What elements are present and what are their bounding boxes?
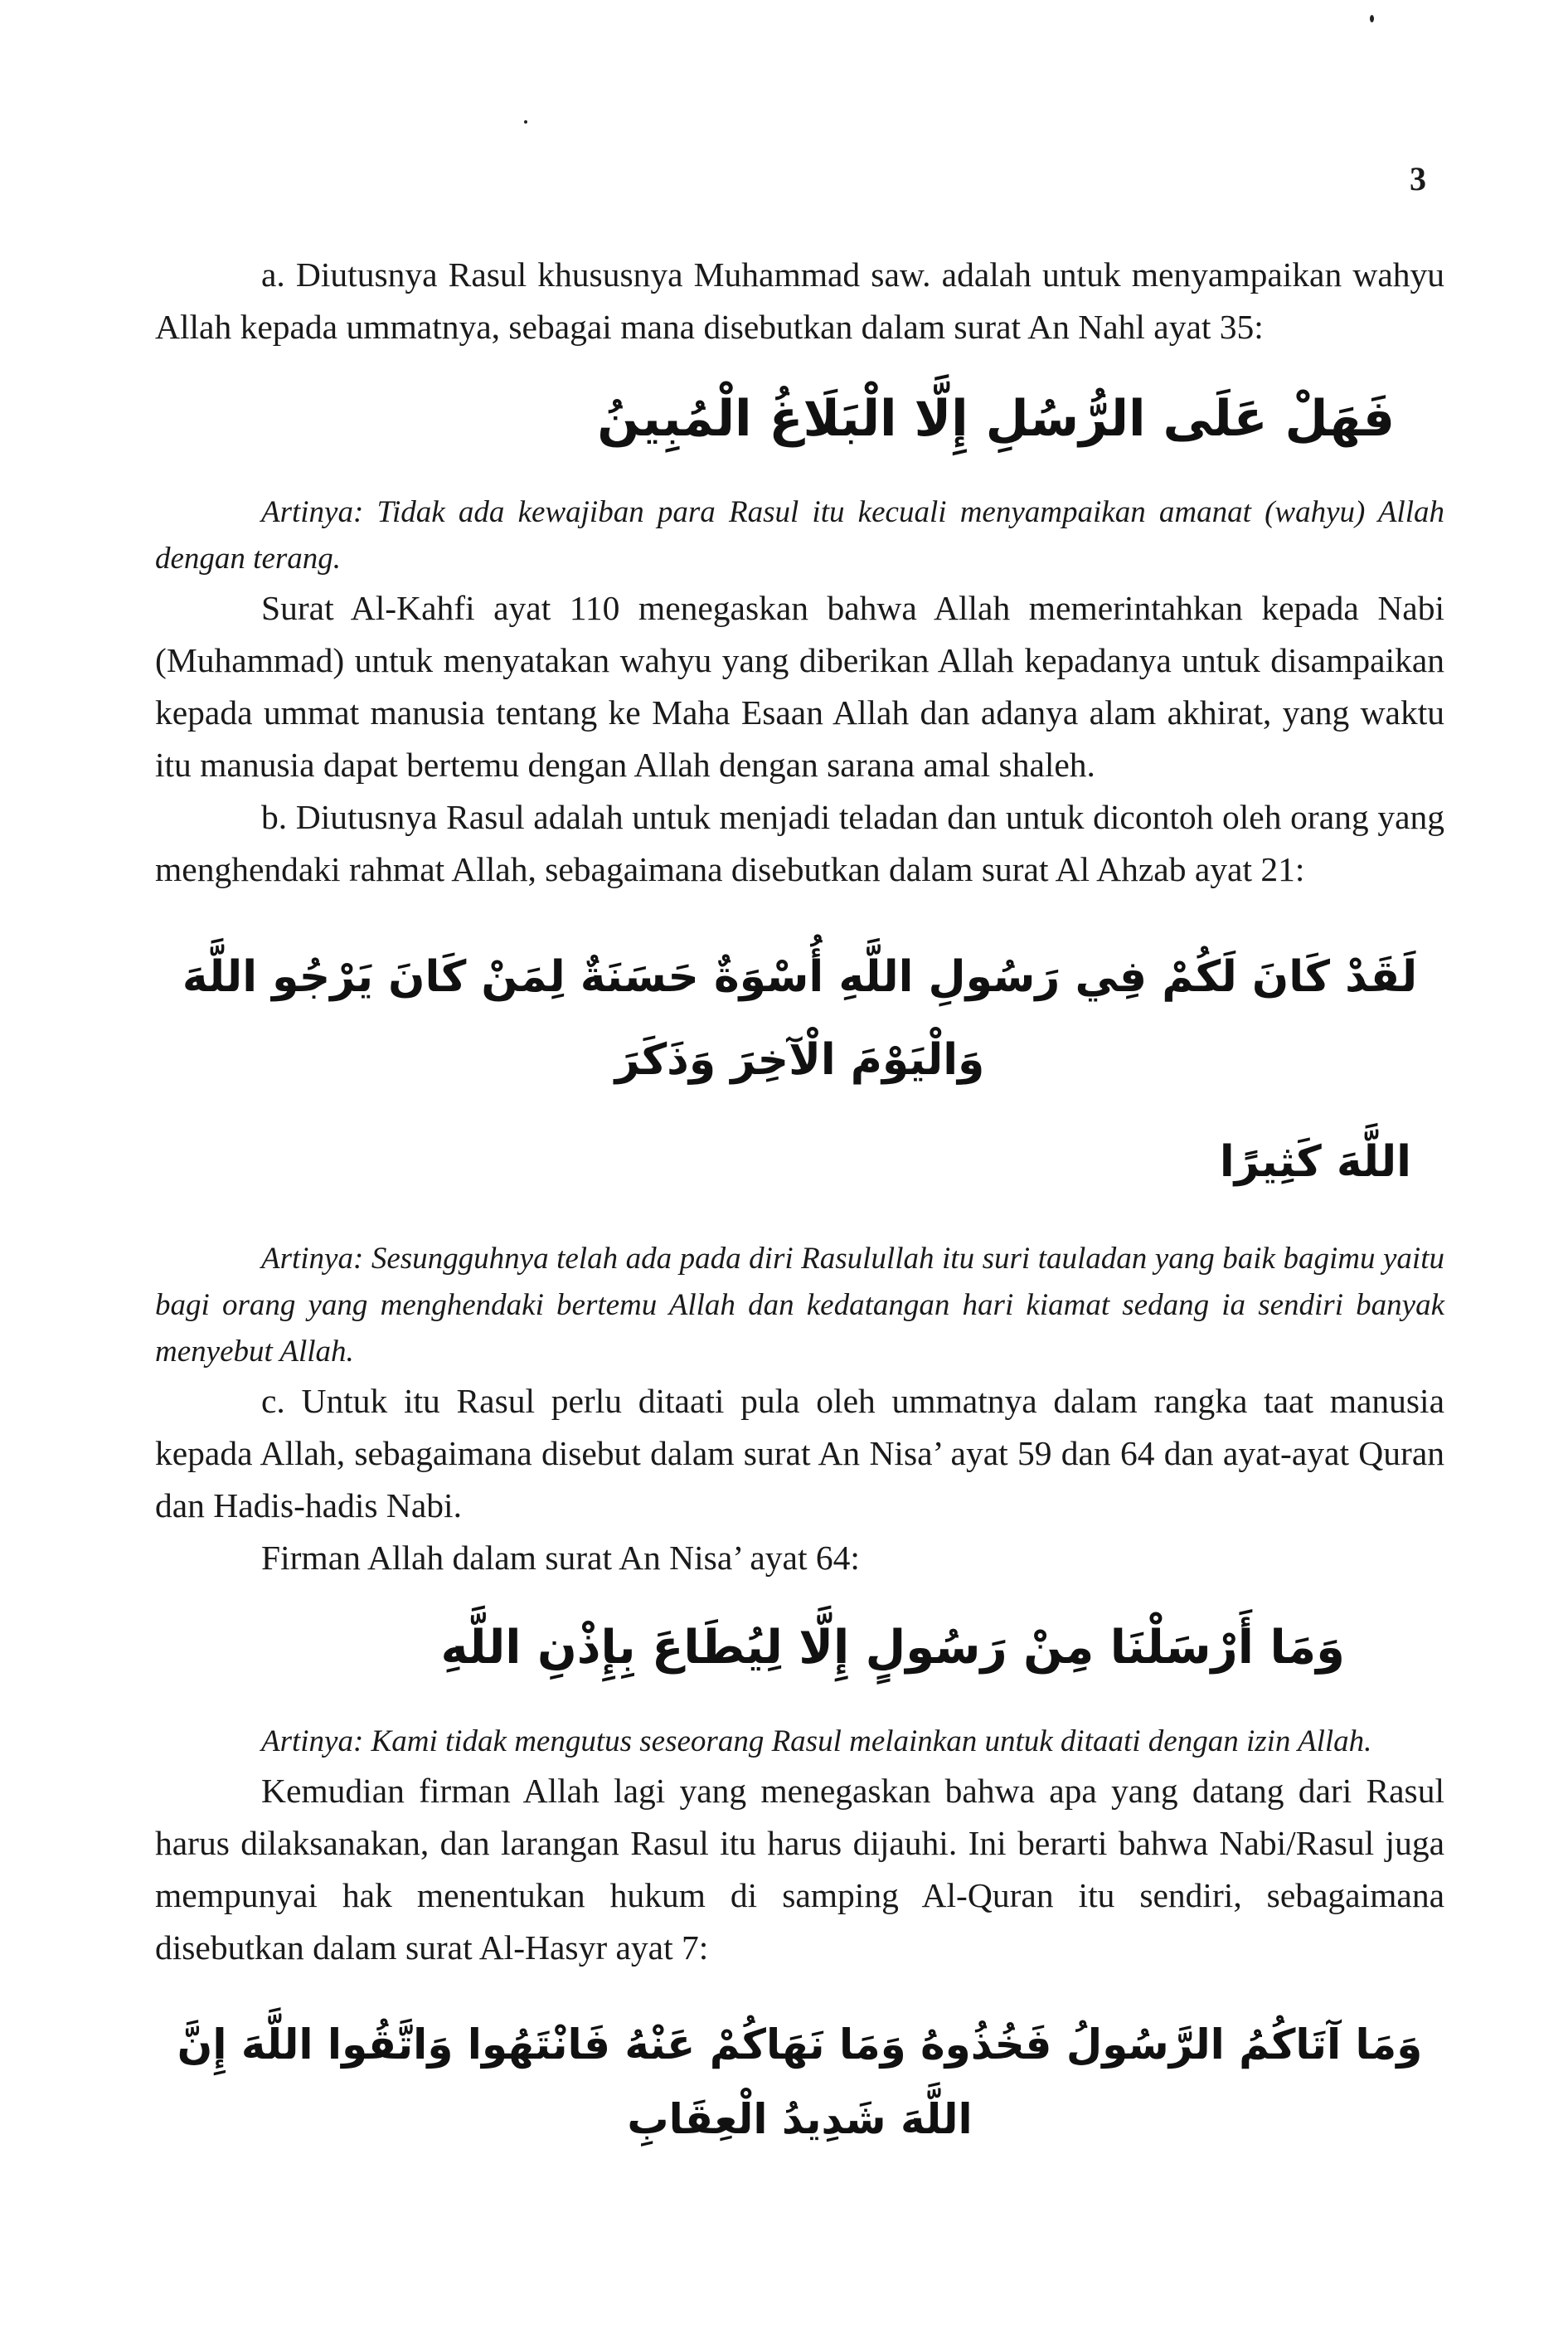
arabic-verse-al-ahzab-21-line2: اللَّهَ كَثِيرًا — [1219, 1137, 1411, 1187]
page-body — [155, 249, 1444, 2156]
paragraph-c-intro: c. Untuk itu Rasul perlu ditaati pula oleh ummatnya dalam rangka taat manusia kepada Allah, sebagaimana disebut dalam surat An Nisa’ ayat 59 dan 64 dan ayat-ayat Quran dan Hadis-hadis Nabi. — [155, 1382, 1444, 1524]
arabic-verse-al-ahzab-21-line1: لَقَدْ كَانَ لَكُمْ فِي رَسُولِ اللَّهِ أُسْوَةٌ حَسَنَةٌ لِمَنْ كَانَ يَرْجُو اللَّهَ وَالْيَوْمَ الْآخِرَ وَذَكَرَ — [182, 952, 1418, 1085]
translation-an-nahl-35: Artinya: Tidak ada kewajiban para Rasul itu kecuali menyampaikan amanat (wahyu) Allah dengan terang. — [155, 495, 1444, 576]
arabic-verse-an-nahl-35: فَهَلْ عَلَى الرُّسُلِ إِلَّا الْبَلَاغُ الْمُبِينُ — [597, 390, 1395, 448]
scan-speck — [524, 120, 527, 124]
arabic-verse-an-nisa-64: وَمَا أَرْسَلْنَا مِنْ رَسُولٍ إِلَّا لِيُطَاعَ بِإِذْنِ اللَّهِ — [440, 1621, 1345, 1675]
paragraph-firman-intro: Firman Allah dalam surat An Nisa’ ayat 64: — [261, 1539, 860, 1577]
paragraph-b-intro: b. Diutusnya Rasul adalah untuk menjadi teladan dan untuk dicontoh oleh orang yang menghendaki rahmat Allah, sebagaimana disebutkan dalam surat Al Ahzab ayat 21: — [155, 798, 1444, 888]
paragraph-a-intro: a. Diutusnya Rasul khususnya Muhammad saw. adalah untuk menyampaikan wahyu Allah kepada ummatnya, sebagai mana disebutkan dalam surat An Nahl ayat 35: — [155, 255, 1444, 346]
arabic-verse-al-hasyr-7: وَمَا آتَاكُمُ الرَّسُولُ فَخُذُوهُ وَمَا نَهَاكُمْ عَنْهُ فَانْتَهُوا وَاتَّقُوا اللَّهَ إِنَّ اللَّهَ شَدِيدُ الْعِقَابِ — [177, 2020, 1423, 2143]
page-number: 3 — [1410, 160, 1426, 197]
translation-al-ahzab-21: Artinya: Sesungguhnya telah ada pada diri Rasulullah itu suri tauladan yang baik bagimu yaitu bagi orang yang menghendaki bertemu Allah dan kedatangan hari kiamat sedang ia sendiri banyak menyebut Allah. — [155, 1242, 1444, 1369]
scan-speck — [1370, 15, 1374, 22]
paragraph-al-kahfi: Surat Al-Kahfi ayat 110 menegaskan bahwa Allah memerintahkan kepada Nabi (Muhammad) untuk menyatakan wahyu yang diberikan Allah kepadanya untuk disampaikan kepada ummat manusia tentang ke Maha Esaan Allah dan adanya alam akhirat, yang waktu itu manusia dapat bertemu dengan Allah dengan sarana amal shaleh. — [155, 589, 1444, 784]
translation-an-nisa-64: Artinya: Kami tidak mengutus seseorang Rasul melainkan untuk ditaati dengan izin Allah. — [261, 1724, 1372, 1758]
paragraph-al-hasyr-intro: Kemudian firman Allah lagi yang menegaskan bahwa apa yang datang dari Rasul harus dilaksanakan, dan larangan Rasul itu harus dijauhi. Ini berarti bahwa Nabi/Rasul juga mempunyai hak menentukan hukum di samping Al-Quran itu sendiri, sebagaimana disebutkan dalam surat Al-Hasyr ayat 7: — [155, 1772, 1444, 1967]
